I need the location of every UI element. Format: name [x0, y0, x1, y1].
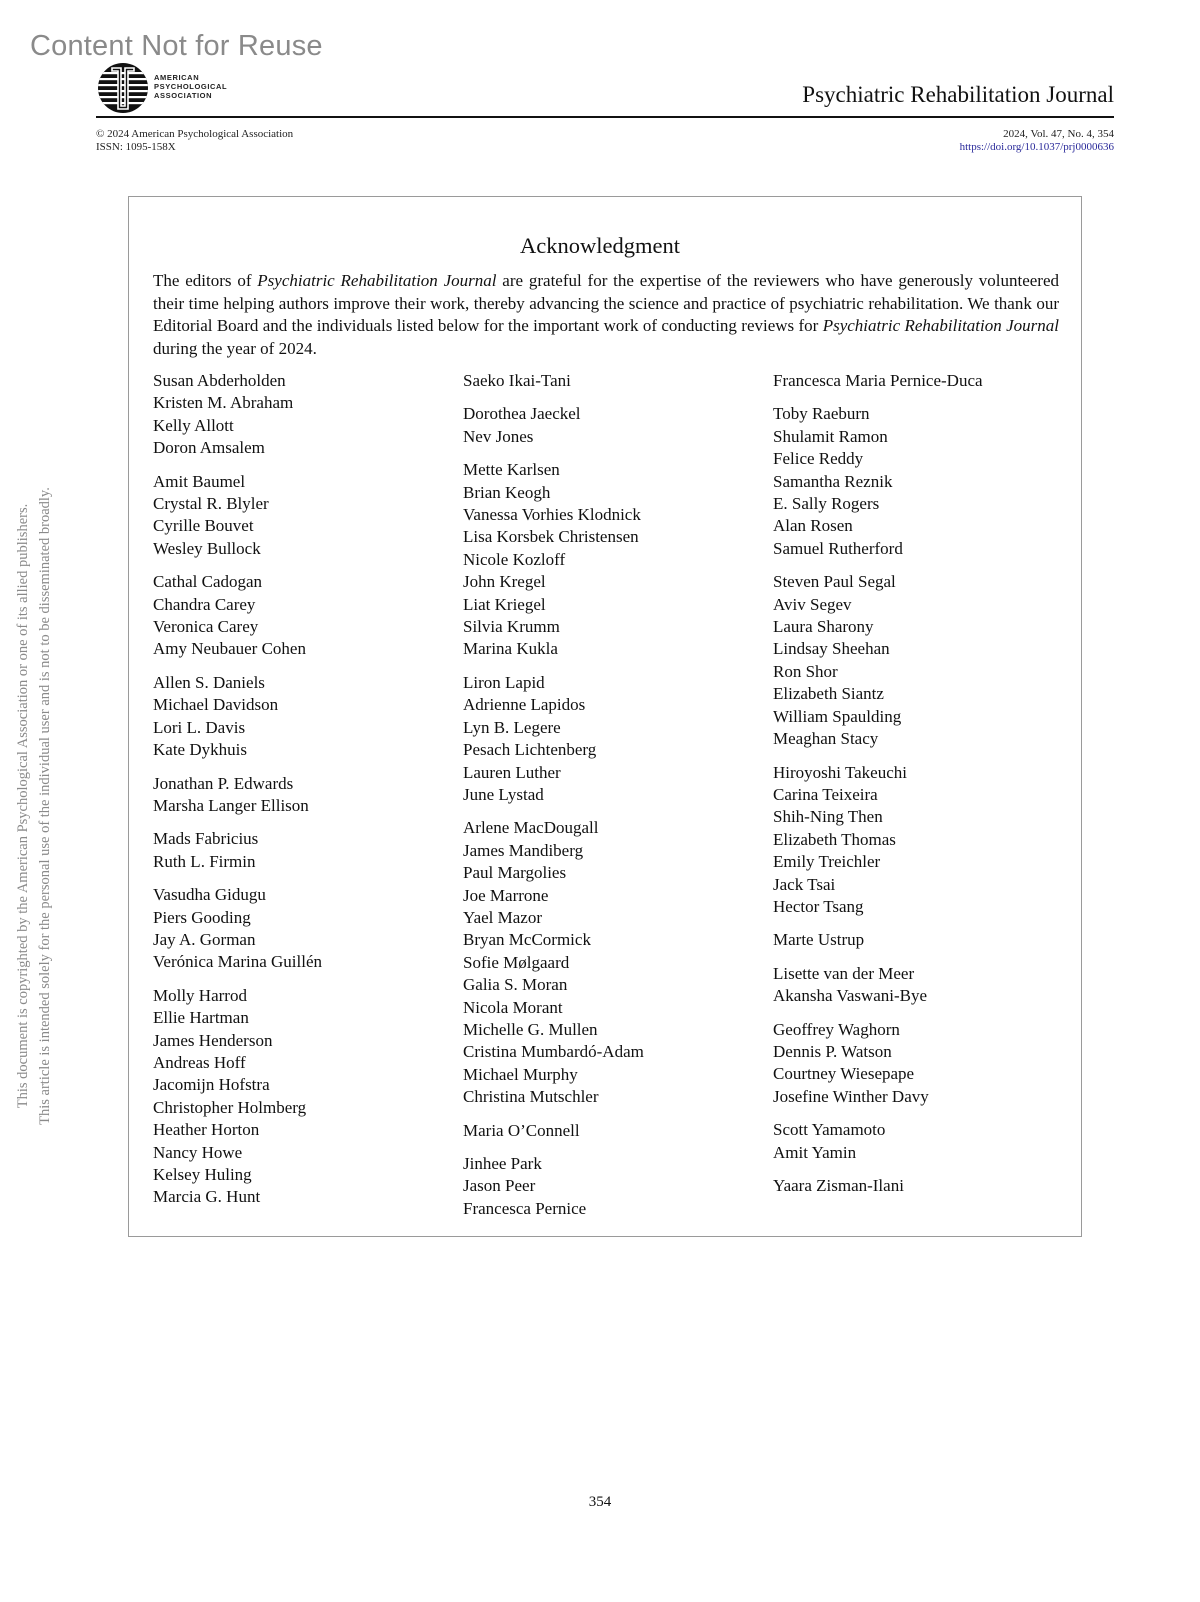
reviewer-name: Verónica Marina Guillén: [153, 952, 322, 972]
reviewer-name: Kelly Allott: [153, 415, 234, 435]
reviewer-name: Alan Rosen: [773, 516, 853, 536]
reviewer-name: Toby Raeburn: [773, 404, 870, 424]
reviewer-name: Courtney Wiesepape: [773, 1064, 915, 1084]
reviewer-name: Liat Kriegel: [463, 594, 546, 614]
reviewer-group: [153, 773, 322, 818]
reviewer-name: Hector Tsang: [773, 896, 864, 916]
publisher-name-line: PSYCHOLOGICAL: [154, 82, 228, 91]
reviewer-name: Vanessa Vorhies Klodnick: [463, 505, 641, 525]
publisher-logo: [97, 62, 237, 114]
publisher-name: [154, 73, 227, 100]
reviewer-name: Jonathan P. Edwards: [153, 773, 294, 793]
reviewer-name: Aviv Segev: [773, 594, 852, 614]
reviewer-name: Lyn B. Legere: [463, 717, 561, 737]
copyright-side-note: [12, 436, 56, 1176]
reviewer-name: Andreas Hoff: [153, 1052, 246, 1072]
reviewer-name: Bryan McCormick: [463, 930, 591, 950]
reviewer-name: Francesca Pernice: [463, 1198, 587, 1218]
reviewer-name: James Henderson: [153, 1030, 273, 1050]
reviewer-name: James Mandiberg: [463, 840, 584, 860]
reviewer-name: Arlene MacDougall: [463, 818, 599, 838]
reviewer-name: Dorothea Jaeckel: [463, 404, 581, 424]
reviewer-column-3: [773, 370, 983, 1208]
citation-block: [960, 128, 1114, 154]
reviewer-name: Mette Karlsen: [463, 460, 560, 480]
reviewer-group: [463, 1120, 644, 1142]
reviewer-group: [773, 571, 983, 750]
reviewer-name: Amy Neubauer Cohen: [153, 639, 306, 659]
reviewer-name: Jay A. Gorman: [153, 929, 256, 949]
reviewer-group: [463, 1153, 644, 1220]
reviewer-name: Maria O’Connell: [463, 1120, 580, 1140]
reviewer-name: Cathal Cadogan: [153, 572, 263, 592]
reviewer-name: Silvia Krumm: [463, 617, 560, 637]
copyright-block: [96, 128, 293, 154]
content-not-for-reuse-watermark: Content Not for Reuse: [30, 30, 323, 62]
reviewer-name: Sofie Mølgaard: [463, 952, 570, 972]
reviewer-name: Joe Marrone: [463, 885, 549, 905]
intro-text: during the year of 2024.: [153, 338, 317, 358]
doi-link[interactable]: https://doi.org/10.1037/prj0000636: [959, 141, 1114, 153]
reviewer-group: [463, 370, 644, 392]
reviewer-group: [463, 817, 644, 1108]
reviewer-column-1: [153, 370, 322, 1220]
reviewer-group: [153, 471, 322, 561]
reviewer-group: [153, 571, 322, 661]
reviewer-group: [153, 370, 322, 460]
reviewer-name: Lisa Korsbek Christensen: [463, 527, 639, 547]
reviewer-name: Lori L. Davis: [153, 717, 246, 737]
reviewer-name: Samantha Reznik: [773, 471, 893, 491]
reviewer-group: [773, 762, 983, 919]
reviewer-name: Felice Reddy: [773, 449, 864, 469]
reviewer-name: Jason Peer: [463, 1176, 536, 1196]
reviewer-name: Kelsey Huling: [153, 1165, 252, 1184]
intro-journal-name: Psychiatric Rehabilitation Journal: [257, 271, 497, 290]
reviewer-name: Marina Kukla: [463, 639, 558, 659]
reviewer-name: Laura Sharony: [773, 617, 874, 637]
reviewer-name: Scott Yamamoto: [773, 1120, 886, 1140]
reviewer-name: John Kregel: [463, 572, 546, 592]
reviewer-name: Christopher Holmberg: [153, 1097, 307, 1117]
reviewer-name: Chandra Carey: [153, 594, 256, 614]
reviewer-name: Jacomijn Hofstra: [153, 1075, 270, 1095]
reviewer-name: Veronica Carey: [153, 617, 259, 637]
reviewer-column-2: [463, 370, 644, 1231]
reviewer-name: Lisette van der Meer: [773, 963, 915, 983]
reviewer-name: Allen S. Daniels: [153, 672, 265, 692]
reviewer-name: Ellie Hartman: [153, 1008, 249, 1028]
reviewer-name: Lauren Luther: [463, 762, 561, 782]
journal-title: Psychiatric Rehabilitation Journal: [802, 82, 1114, 107]
reviewer-name: Nicola Morant: [463, 997, 563, 1017]
reviewer-group: [773, 963, 983, 1008]
reviewer-name: Michael Murphy: [463, 1064, 578, 1084]
reviewer-group: [773, 403, 983, 560]
reviewer-name: Pesach Lichtenberg: [463, 740, 597, 760]
reviewer-name: Saeko Ikai-Tani: [463, 371, 571, 390]
reviewer-name: Christina Mutschler: [463, 1087, 599, 1107]
issn-line: ISSN: 1095-158X: [96, 141, 176, 153]
reviewer-name: Yaara Zisman-Ilani: [773, 1176, 904, 1195]
reviewer-name: Galia S. Moran: [463, 975, 568, 995]
reviewer-name: Cyrille Bouvet: [153, 516, 254, 536]
reviewer-name: Yael Mazor: [463, 907, 543, 927]
page-number: 354: [588, 1494, 612, 1510]
header-divider: [96, 116, 1114, 118]
reviewer-group: [773, 929, 983, 951]
reviewer-group: [153, 672, 322, 762]
reviewer-name: Steven Paul Segal: [773, 572, 896, 592]
reviewer-name: Doron Amsalem: [153, 438, 265, 458]
intro-text: The editors of: [153, 271, 258, 290]
reviewer-name: Marcia G. Hunt: [153, 1187, 261, 1207]
reviewer-name: Cristina Mumbardó-Adam: [463, 1042, 644, 1062]
reviewer-name: Wesley Bullock: [153, 538, 261, 558]
reviewer-group: [773, 1019, 983, 1109]
reviewer-name: Lindsay Sheehan: [773, 639, 890, 659]
reviewer-name: Michelle G. Mullen: [463, 1019, 598, 1039]
reviewer-group: [463, 459, 644, 661]
reviewer-name: Nicole Kozloff: [463, 549, 566, 569]
citation-line: 2024, Vol. 47, No. 4, 354: [1003, 128, 1114, 140]
reviewer-group: [153, 985, 322, 1209]
reviewer-name: Elizabeth Siantz: [773, 684, 884, 704]
reviewer-name: Francesca Maria Pernice-Duca: [773, 371, 983, 390]
publisher-name-line: ASSOCIATION: [154, 91, 213, 100]
reviewer-name: June Lystad: [463, 784, 544, 804]
reviewer-group: [463, 403, 644, 448]
reviewer-name: William Spaulding: [773, 706, 902, 726]
reviewer-group: [153, 828, 322, 873]
reviewer-name: Carina Teixeira: [773, 784, 878, 804]
reviewer-name: Jack Tsai: [773, 874, 836, 894]
apa-logo-icon: [97, 62, 149, 114]
reviewer-name: Hiroyoshi Takeuchi: [773, 762, 907, 782]
copyright-line: © 2024 American Psychological Association: [96, 128, 294, 140]
reviewer-group: [153, 884, 322, 974]
reviewer-name: Marsha Langer Ellison: [153, 795, 309, 815]
reviewer-name: Shulamit Ramon: [773, 426, 888, 446]
acknowledgment-title: Acknowledgment: [520, 233, 680, 258]
reviewer-name: Paul Margolies: [463, 863, 567, 883]
reviewer-name: Kate Dykhuis: [153, 740, 247, 760]
reviewer-name: Ruth L. Firmin: [153, 851, 256, 871]
reviewer-name: Nancy Howe: [153, 1142, 243, 1162]
reviewer-name: Ron Shor: [773, 661, 838, 681]
reviewer-name: E. Sally Rogers: [773, 494, 880, 514]
reviewer-name: Amit Yamin: [773, 1142, 857, 1162]
reviewer-name: Adrienne Lapidos: [463, 695, 586, 715]
reviewer-name: Amit Baumel: [153, 471, 246, 491]
acknowledgment-intro: [153, 270, 1059, 360]
reviewer-name: Dennis P. Watson: [773, 1041, 892, 1061]
reviewer-name: Mads Fabricius: [153, 829, 259, 849]
reviewer-name: Akansha Vaswani-Bye: [773, 986, 928, 1006]
intro-text: are grateful for the expertise of the reviewers who have generously volunteered their time helping authors improve their work, thereby advancing the science and practice of psychiatric rehabilitation. We thank our Editorial Board and the individuals listed below for the important work of conducting reviews for: [153, 271, 1059, 335]
reviewer-name: Vasudha Gidugu: [153, 885, 266, 905]
reviewer-name: Nev Jones: [463, 426, 534, 446]
reviewer-name: Brian Keogh: [463, 482, 551, 502]
reviewer-name: Michael Davidson: [153, 695, 279, 715]
reviewer-name: Piers Gooding: [153, 907, 251, 927]
reviewer-group: [463, 672, 644, 806]
reviewer-name: Geoffrey Waghorn: [773, 1019, 900, 1039]
reviewer-group: [773, 1175, 983, 1197]
reviewer-name: Meaghan Stacy: [773, 729, 879, 749]
reviewer-name: Samuel Rutherford: [773, 538, 903, 558]
reviewer-name: Marte Ustrup: [773, 930, 865, 950]
reviewer-name: Kristen M. Abraham: [153, 393, 294, 413]
reviewer-name: Molly Harrod: [153, 985, 247, 1005]
reviewer-name: Heather Horton: [153, 1120, 260, 1140]
reviewer-name: Jinhee Park: [463, 1154, 542, 1173]
reviewer-name: Elizabeth Thomas: [773, 829, 896, 849]
reviewer-name: Josefine Winther Davy: [773, 1086, 929, 1106]
intro-journal-name: Psychiatric Rehabilitation Journal: [822, 316, 1059, 335]
side-note-line: This document is copyrighted by the American Psychological Association or one of its allied publishers.: [15, 503, 31, 1109]
reviewer-name: Emily Treichler: [773, 852, 881, 872]
reviewer-group: [773, 370, 983, 392]
reviewer-name: Crystal R. Blyler: [153, 494, 269, 514]
reviewer-name: Susan Abderholden: [153, 371, 286, 390]
side-note-line: This article is intended solely for the personal use of the individual user and is not to be disseminated broadly.: [37, 487, 53, 1125]
reviewer-name: Liron Lapid: [463, 672, 545, 692]
reviewer-group: [773, 1119, 983, 1164]
reviewer-name: Shih-Ning Then: [773, 807, 883, 827]
publisher-name-line: AMERICAN: [154, 73, 200, 82]
